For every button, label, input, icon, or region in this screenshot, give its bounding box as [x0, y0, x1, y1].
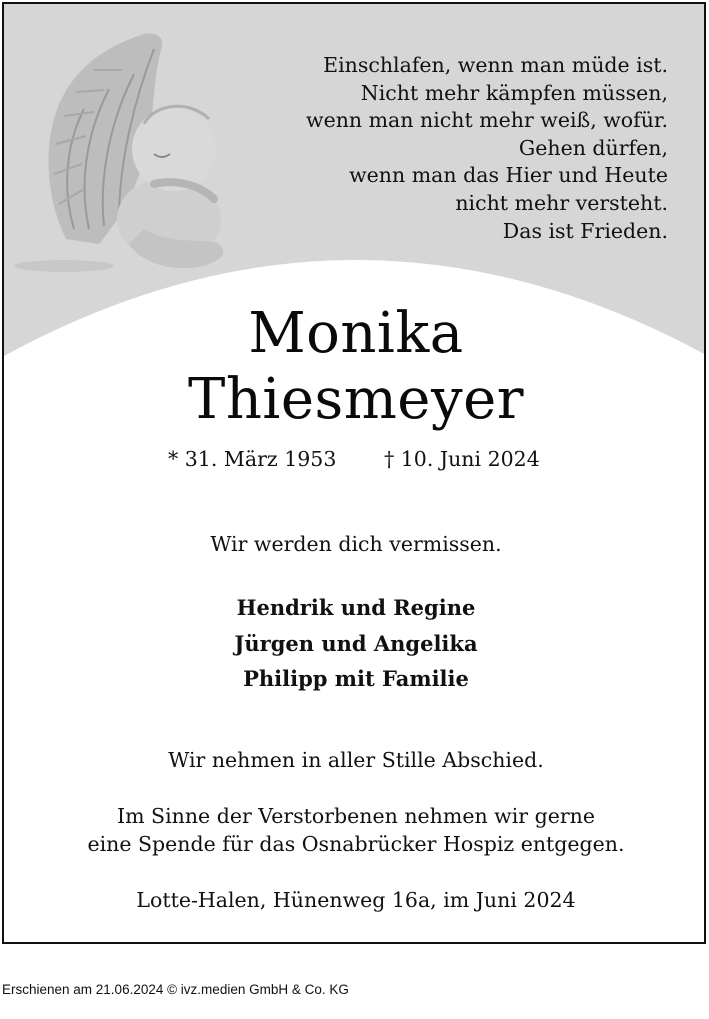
- mourner: Hendrik und Regine: [236, 595, 476, 620]
- poem: [248, 52, 668, 245]
- last-name: Thiesmeyer: [188, 367, 524, 432]
- obituary-notice: [2, 2, 706, 944]
- mourner: Philipp mit Familie: [243, 666, 469, 691]
- birth-date: * 31. März 1953: [168, 447, 337, 471]
- publication-note: Erschienen am 21.06.2024 © ivz.medien GmbH & Co. KG: [2, 982, 349, 997]
- death-date: † 10. Juni 2024: [384, 447, 540, 471]
- mourner: Jürgen und Angelika: [234, 630, 478, 656]
- poem-line: wenn man nicht mehr weiß, wofür.: [306, 108, 668, 133]
- poem-line: nicht mehr versteht.: [455, 190, 668, 215]
- poem-line: Nicht mehr kämpfen müssen,: [360, 80, 668, 105]
- donation-line: Im Sinne der Verstorbenen nehmen wir gerne: [117, 804, 595, 828]
- poem-line: Das ist Frieden.: [502, 218, 668, 243]
- message: Wir werden dich vermissen.: [210, 532, 502, 556]
- farewell-text: Wir nehmen in aller Stille Abschied.: [168, 748, 544, 772]
- first-name: Monika: [248, 301, 464, 366]
- mourners-list: [4, 590, 706, 697]
- place-date: Lotte-Halen, Hünenweg 16a, im Juni 2024: [136, 888, 576, 912]
- poem-line: wenn man das Hier und Heute: [349, 163, 668, 188]
- donation-line: eine Spende für das Osnabrücker Hospiz entgegen.: [87, 832, 625, 856]
- life-dates: [4, 444, 706, 474]
- poem-line: Einschlafen, wenn man müde ist.: [323, 53, 668, 77]
- poem-line: Gehen dürfen,: [518, 135, 668, 160]
